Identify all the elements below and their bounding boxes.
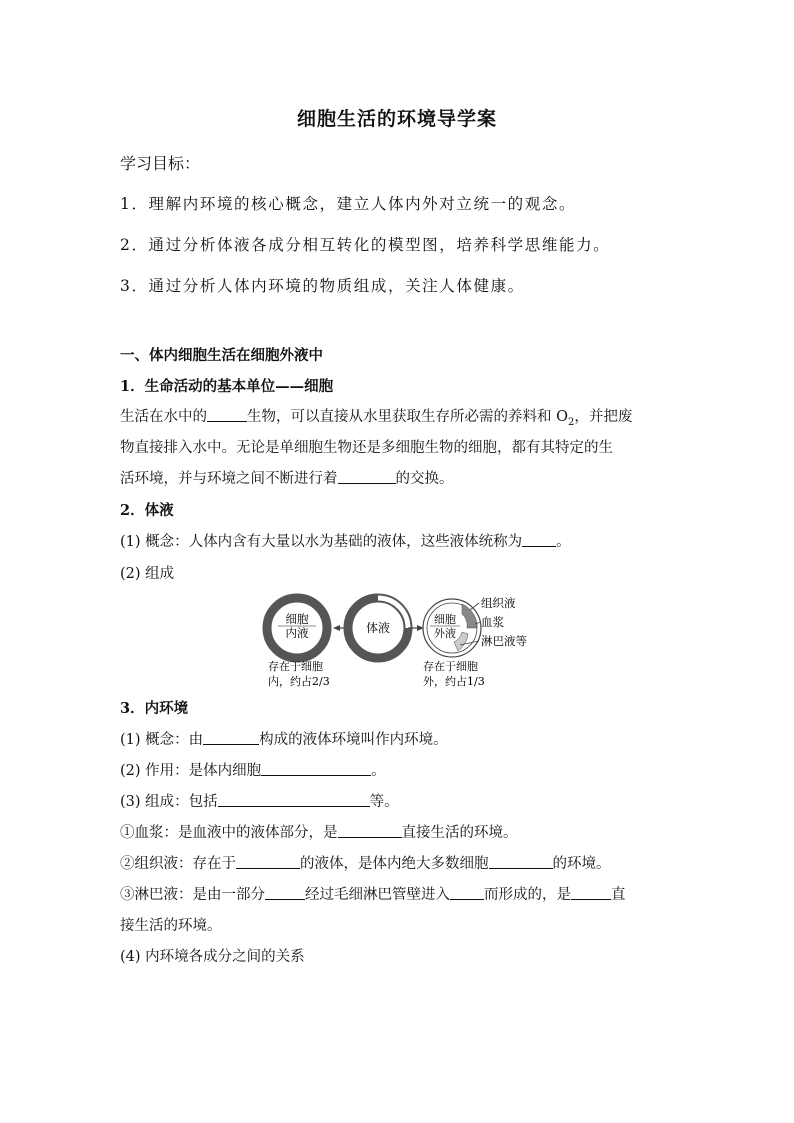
paragraph-line: (1) 概念：由 构成的液体环境叫作内环境。 (120, 732, 448, 748)
fill-blank[interactable] (218, 792, 370, 807)
fill-blank[interactable] (338, 823, 402, 838)
paragraph-line: 生活在水中的 生物，可以直接从水里获取生存所必需的养料和 $O_2$，并把废 (120, 409, 633, 428)
interstitial-fluid-label: 组织液 (481, 596, 516, 610)
fill-blank[interactable] (522, 532, 556, 547)
left-caption: 存在于细胞 (268, 660, 323, 673)
fill-blank[interactable] (236, 854, 300, 869)
section-heading: 一、体内细胞生活在细胞外液中 (120, 347, 323, 364)
paragraph-line: ②组织液：存在于 的液体，是体内绝大多数细胞 的环境。 (120, 856, 611, 872)
objective-item: 3．通过分析人体内环境的物质组成，关注人体健康。 (120, 277, 525, 295)
fill-blank[interactable] (261, 761, 371, 776)
paragraph-line: ③淋巴液：是由一部分 经过毛细淋巴管壁进入 而形成的，是 直 (120, 887, 626, 903)
paragraph-line: 活环境，并与环境之间不断进行着 的交换。 (120, 471, 454, 487)
fill-blank[interactable] (207, 407, 247, 422)
lymph-label: 淋巴液等 (481, 634, 527, 648)
objective-item: 2．通过分析体液各成分相互转化的模型图，培养科学思维能力。 (120, 236, 611, 254)
extracellular-label: 外液 (434, 627, 456, 640)
subsection-heading: 3．内环境 (120, 700, 189, 717)
right-caption: 存在于细胞 (423, 660, 478, 673)
paragraph-line: (3) 组成：包括 等。 (120, 794, 399, 810)
fill-blank[interactable] (265, 885, 305, 900)
fill-blank[interactable] (338, 469, 396, 484)
right-caption: 外，约占1/3 (423, 675, 485, 688)
paragraph-line: ①血浆：是血液中的液体部分，是 直接生活的环境。 (120, 825, 518, 841)
fill-blank[interactable] (571, 885, 611, 900)
paragraph-line: 物直接排入水中。无论是单细胞生物还是多细胞生物的细胞，都有其特定的生 (120, 440, 613, 456)
objectives-heading: 学习目标： (120, 154, 201, 173)
intracellular-label: 内液 (285, 626, 309, 640)
page-title: 细胞生活的环境导学案 (296, 108, 497, 130)
plasma-label: 血浆 (481, 615, 504, 629)
fill-blank[interactable] (203, 730, 259, 745)
body-fluid-diagram (255, 590, 555, 690)
fill-blank[interactable] (489, 854, 553, 869)
body-fluid-label: 体液 (365, 621, 391, 635)
extracellular-label: 细胞 (434, 613, 456, 626)
paragraph-line: (2) 作用：是体内细胞 。 (120, 763, 386, 779)
objective-item: 1．理解内环境的核心概念，建立人体内外对立统一的观念。 (120, 195, 577, 213)
paragraph-line: (2) 组成 (120, 566, 175, 582)
intracellular-label: 细胞 (285, 612, 309, 626)
fill-blank[interactable] (450, 885, 484, 900)
paragraph-line: (4) 内环境各成分之间的关系 (120, 949, 305, 965)
arrow-head-icon (333, 625, 340, 631)
paragraph-line: (1) 概念：人体内含有大量以水为基础的液体，这些液体统称为 。 (120, 534, 571, 550)
subsection-heading: 2．体液 (120, 502, 174, 519)
paragraph-line: 接生活的环境。 (120, 918, 222, 934)
left-caption: 内，约占2/3 (268, 675, 330, 688)
subsection-heading: 1．生命活动的基本单位——细胞 (120, 378, 334, 395)
